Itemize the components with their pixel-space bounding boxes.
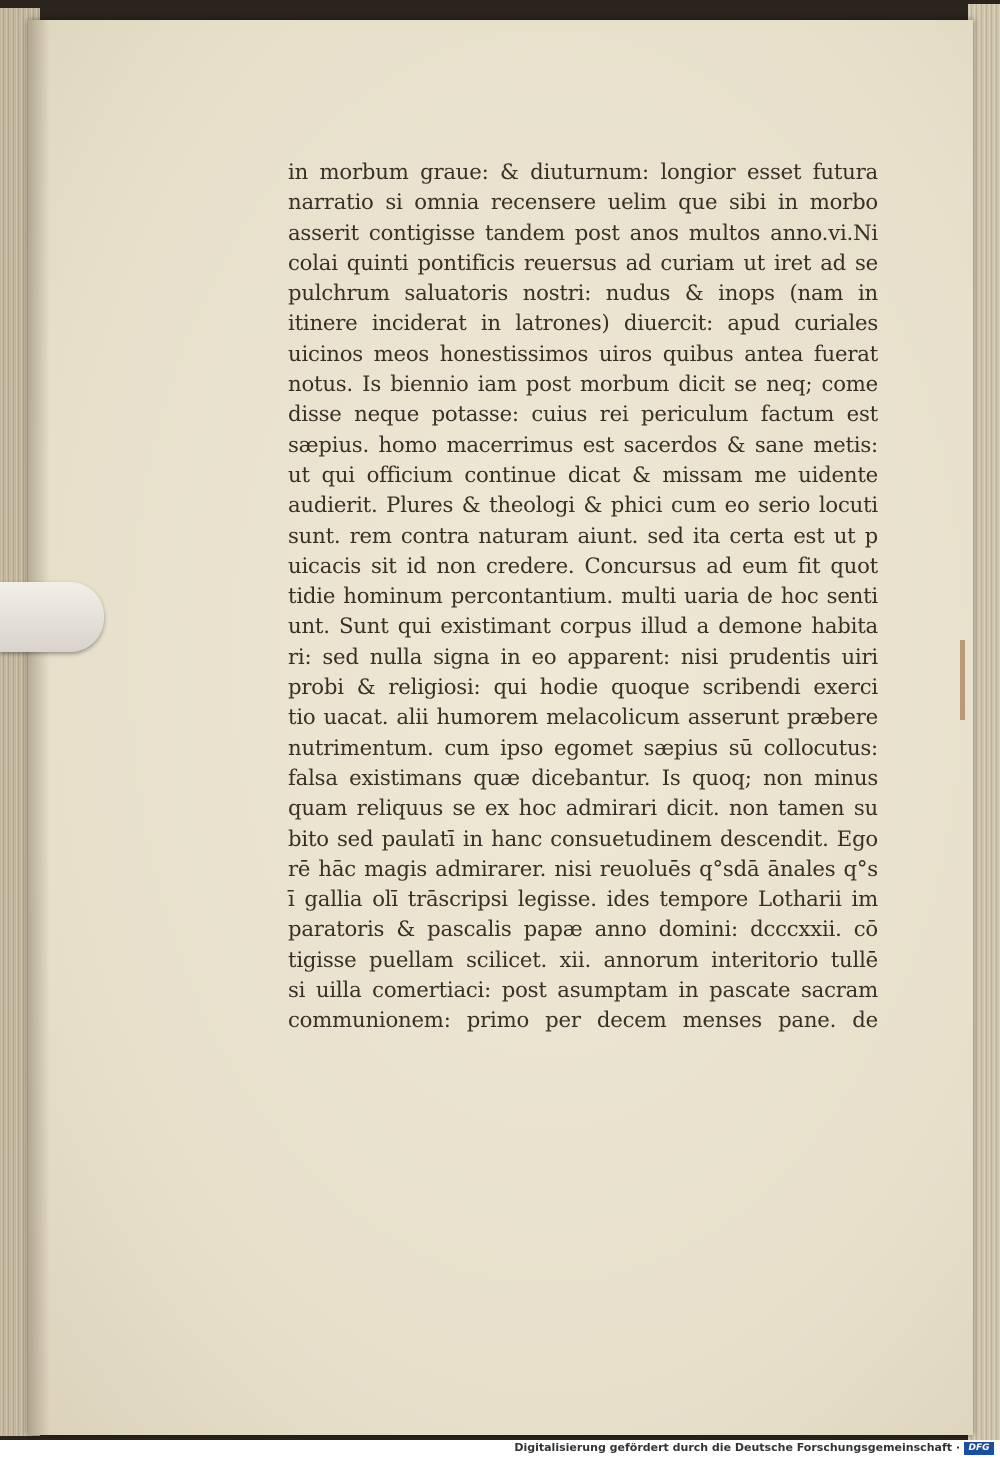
text-line: rē hāc magis admirarer. nisi reuoluēs q°sdā ānales q°s (288, 855, 878, 881)
text-line: disse neque potasse: cuius rei periculum factum est (288, 401, 878, 427)
text-line: colai quinti pontificis reuersus ad curiam ut iret ad se (288, 249, 878, 275)
page-holder-clip (0, 582, 104, 652)
page-edge-stain (960, 640, 965, 720)
text-line: tidie hominum percontantium. multi uaria de hoc senti (288, 583, 878, 609)
footer-bar (0, 1440, 1000, 1458)
text-line: itinere inciderat in latrones) diuercit: apud curiales (288, 310, 878, 336)
digitization-credit: Digitalisierung gefördert durch die Deutsche Forschungsgemeinschaft · (514, 1441, 960, 1454)
text-line: uicacis sit id non credere. Concursus ad eum fit quot (288, 552, 878, 578)
text-line: si uilla comertiaci: post asumptam in pascate sacram (288, 977, 878, 1003)
text-line: bito sed paulatī in hanc consuetudinem descendit. Ego (288, 825, 878, 851)
text-line: audierit. Plures & theologi & phici cum eo serio locuti (288, 492, 878, 518)
text-line: in morbum graue: & diuturnum: longior esset futura (288, 159, 878, 184)
text-line: ut qui officium continue dicat & missam me uidente (288, 461, 878, 487)
text-line: ri: sed nulla signa in eo apparent: nisi prudentis uiri (288, 643, 878, 669)
text-line: quam reliquus se ex hoc admirari dicit. non tamen su (288, 795, 878, 821)
text-line: communionem: primo per decem menses pane. de (288, 1007, 878, 1033)
text-line: asserit contigisse tandem post anos multos anno.vi.Ni (288, 219, 878, 245)
text-line: uicinos meos honestissimos uiros quibus antea fuerat (288, 340, 878, 366)
text-line: sæpius. homo macerrimus est sacerdos & sane metis: (288, 431, 878, 457)
text-line: tigisse puellam scilicet. xii. annorum interitorio tullē (288, 946, 878, 972)
page-text (288, 157, 878, 1036)
text-line: falsa existimans quæ dicebantur. Is quoq; non minus (288, 764, 878, 790)
text-line: sunt. rem contra naturam aiunt. sed ita certa est ut p (288, 522, 878, 548)
text-line: paratoris & pascalis papæ anno domini: dcccxxii. cō (288, 916, 878, 942)
page-fold-shadow (28, 20, 50, 1435)
text-line: nutrimentum. cum ipso egomet sæpius sū collocutus: (288, 734, 878, 760)
text-line: tio uacat. alii humorem melacolicum asserunt præbere (288, 704, 878, 730)
text-line: narratio si omnia recensere uelim que sibi in morbo (288, 189, 878, 215)
dfg-logo: DFG (964, 1442, 994, 1455)
text-line: probi & religiosi: qui hodie quoque scribendi exerci (288, 674, 878, 700)
text-line: unt. Sunt qui existimant corpus illud a demone habita (288, 613, 878, 639)
text-line: notus. Is biennio iam post morbum dicit se neq; come (288, 371, 878, 397)
text-line: pulchrum saluatoris nostri: nudus & inops (nam in (288, 280, 878, 306)
text-line: ī gallia olī trāscripsi legisse. ides tempore Lotharii im (288, 886, 878, 912)
